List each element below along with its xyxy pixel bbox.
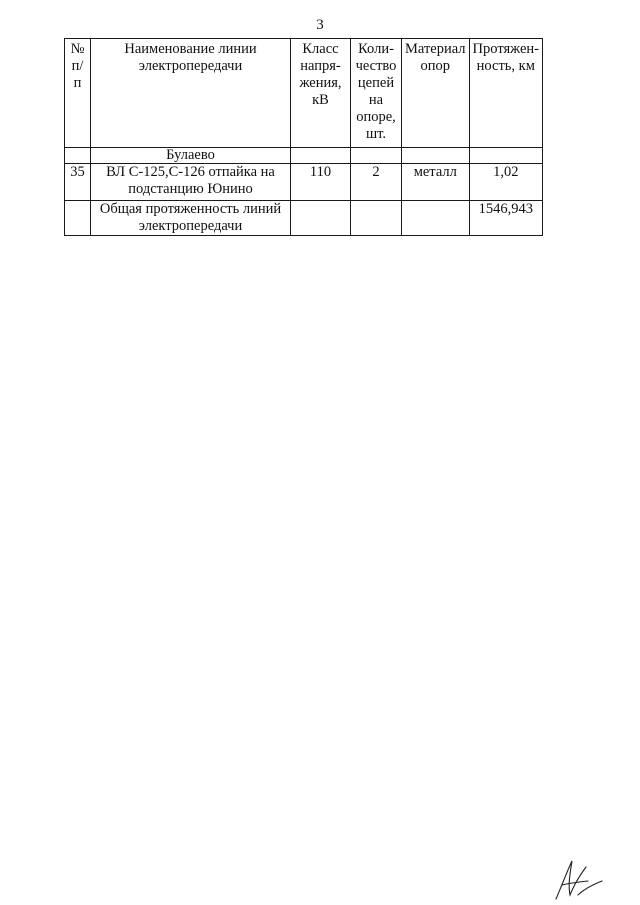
group-row [65, 148, 543, 164]
total-value: 1546,943 [469, 201, 542, 236]
total-row [65, 201, 543, 236]
total-empty-cell [351, 201, 402, 236]
total-empty-cell [65, 201, 91, 236]
total-empty-cell [402, 201, 470, 236]
group-empty-cell [291, 148, 351, 164]
row-number: 35 [65, 164, 91, 201]
total-empty-cell [291, 201, 351, 236]
header-length: Протяжен-ность, км [469, 39, 542, 148]
page-number: 3 [316, 17, 324, 33]
header-number: № п/п [65, 39, 91, 148]
header-voltage-class: Класс напря-жения, кВ [291, 39, 351, 148]
group-empty-cell [351, 148, 402, 164]
handwritten-signature [548, 855, 608, 903]
row-voltage: 110 [291, 164, 351, 201]
row-material: металл [402, 164, 470, 201]
group-label: Булаево [91, 148, 291, 164]
power-lines-table [64, 38, 543, 236]
table-row [65, 164, 543, 201]
group-empty-cell [469, 148, 542, 164]
header-circuit-count: Коли-чество цепей на опоре, шт. [351, 39, 402, 148]
group-empty-cell [402, 148, 470, 164]
group-empty-cell [65, 148, 91, 164]
table-header-row [65, 39, 543, 148]
row-line-name: ВЛ С-125,С-126 отпайка на подстанцию Юнино [91, 164, 291, 201]
header-support-material: Материал опор [402, 39, 470, 148]
row-length: 1,02 [469, 164, 542, 201]
total-label: Общая протяженность линий электропередачи [91, 201, 291, 236]
row-circuits: 2 [351, 164, 402, 201]
header-line-name: Наименование линии электропередачи [91, 39, 291, 148]
